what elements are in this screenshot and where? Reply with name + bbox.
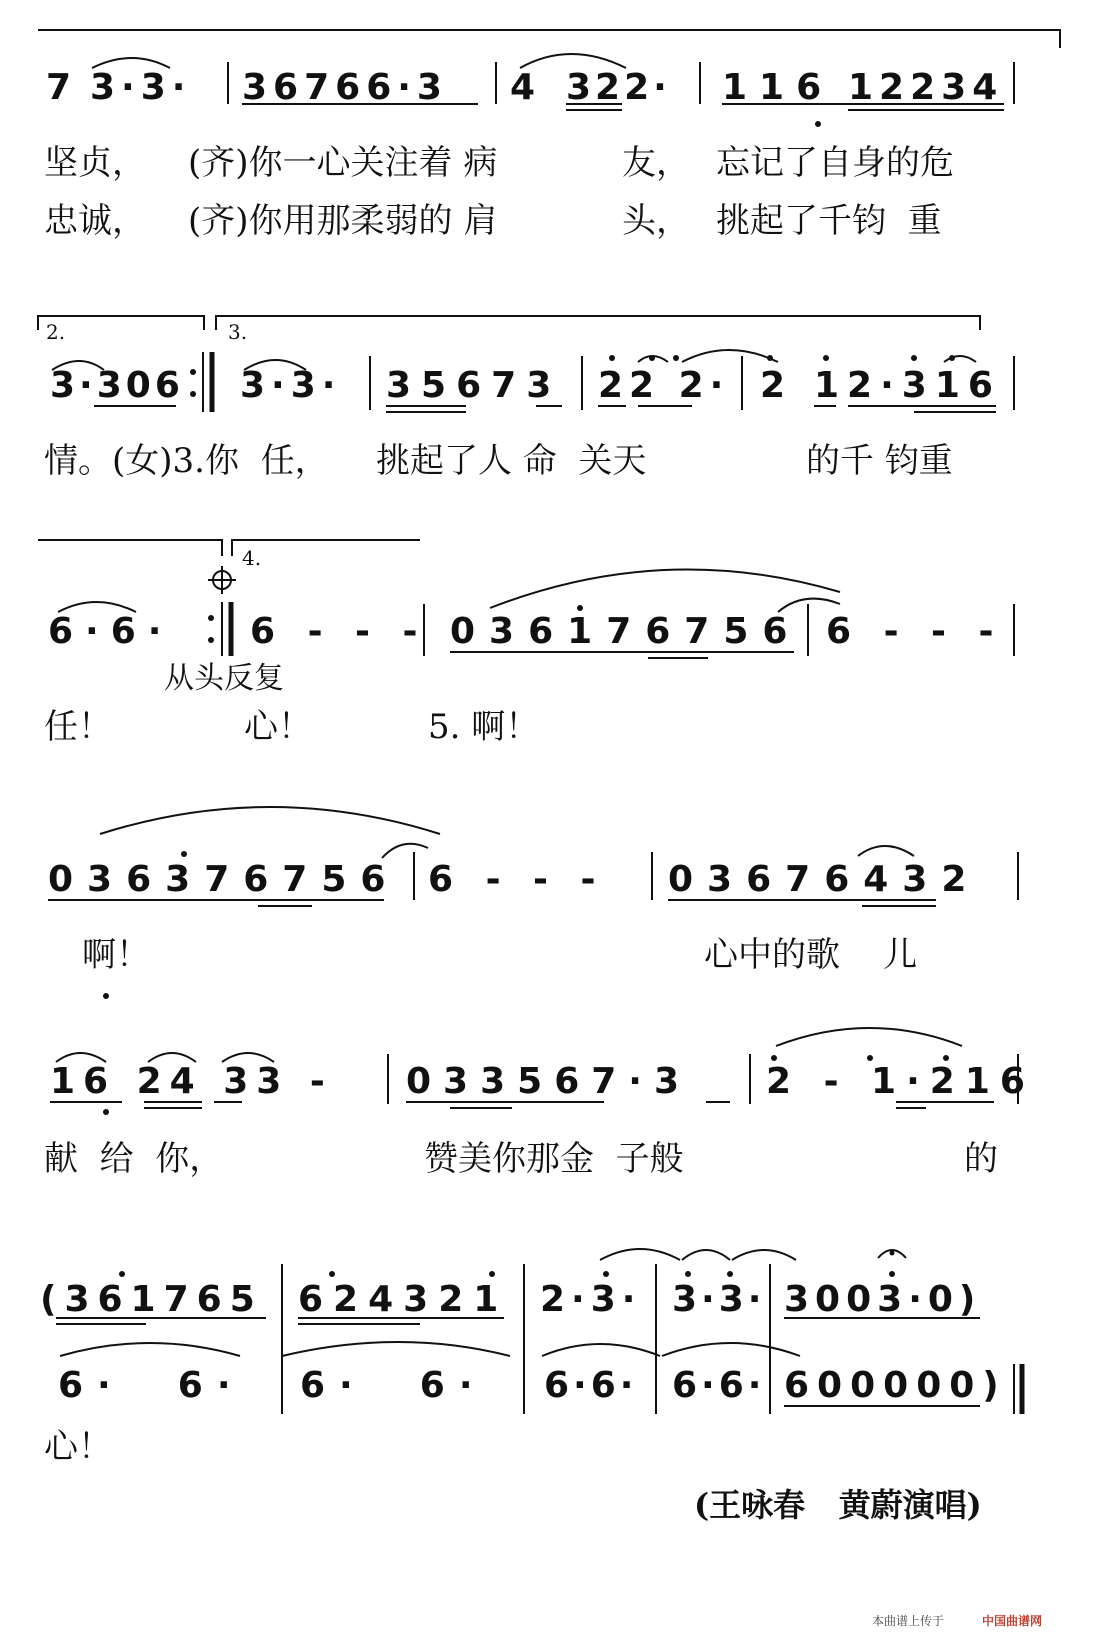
row6-bottom-note-group: 600000): [784, 1365, 1007, 1406]
row3-lyric: 5. 啊！: [428, 707, 540, 747]
row1-note-group: 12234: [848, 67, 1004, 108]
row1-lyric-verse2: 头，: [622, 201, 690, 241]
performer-credit: (王咏春 黄蔚演唱): [694, 1486, 982, 1524]
row5-note-group: 033567·3: [406, 1061, 692, 1102]
row6-top-note-group: 3003·0): [784, 1279, 982, 1320]
row1-note-group: 116: [722, 67, 834, 108]
row1-lyric-verse2: 挑起了千钧 重: [716, 201, 942, 241]
volta-4-label: 4.: [242, 546, 262, 570]
row1-note-group: 36766·3: [242, 67, 448, 108]
row1-lyric-verse2: (齐)你用那柔弱的 肩: [188, 201, 498, 241]
row6-bottom-note-group: 6· 6·: [58, 1365, 245, 1406]
row6-bottom-note-group: 6· 6·: [300, 1365, 487, 1406]
row6-top-note-group: 3·3·: [672, 1279, 766, 1320]
upload-note: 本曲谱上传于: [872, 1614, 945, 1628]
row4-lyric: 心中的歌 儿: [704, 935, 918, 975]
row5-lyric: 献 给 你，: [44, 1139, 224, 1179]
row3-note-group: 6 - - -: [250, 611, 428, 652]
volta-2-label: 2.: [46, 320, 66, 344]
row3-note-group: 6 - - -: [826, 611, 1004, 652]
row5-lyric: 赞美你那金 子般: [424, 1139, 684, 1179]
row4-note-group: 6 - - -: [428, 859, 606, 900]
row5-note-group: 2 - 1·216: [766, 1061, 1035, 1102]
row1-lyric-verse2: 忠诚，: [44, 201, 146, 241]
row2-lyric: 的千 钧重: [806, 441, 953, 481]
row4-lyric: 啊！: [82, 935, 150, 975]
row6-top-note-group: (361765: [40, 1279, 263, 1320]
volta-3-label: 3.: [228, 320, 248, 344]
row6-bottom-note-group: 6·6·: [544, 1365, 638, 1406]
coda-instruction: 从头反复: [164, 661, 284, 696]
row2-lyric: 挑起了人 命 关天: [376, 441, 647, 481]
row2-note-group: 3·3·: [240, 365, 342, 406]
row2-note-group: 2: [760, 365, 786, 406]
row1-note-group: 322·: [566, 67, 671, 108]
row2-note-group: 22 2·: [598, 365, 730, 406]
row1-note-7: 7: [46, 67, 72, 108]
row6-bottom-note-group: 6·6·: [672, 1365, 766, 1406]
row2-note-group: 35673: [386, 365, 562, 406]
row6-top-note-group: 2·3·: [540, 1279, 642, 1320]
row4-note-group: 03676432: [668, 859, 981, 900]
row2-lyric: 情。(女)3.你 任，: [44, 441, 329, 481]
row1-note-group: 4: [510, 67, 536, 108]
row4-note-group: 036376756: [48, 859, 400, 900]
row5-note-group: 16 24 33 -: [50, 1061, 333, 1102]
site-logo: 中国曲谱网: [982, 1614, 1043, 1628]
row1-lyric-verse1: 忘记了自身的危: [716, 143, 954, 183]
row2-note-group: 12·316: [814, 365, 1001, 406]
row1-lyric-verse1: 友，: [622, 143, 690, 183]
row1-note-group: 3·3·: [90, 67, 192, 108]
row1-lyric-verse1: 坚贞，: [44, 143, 146, 183]
row3-note-group: 036176756: [450, 611, 802, 652]
row2-note-group: 3·306: [50, 365, 184, 406]
row3-lyric: 任！: [44, 707, 112, 747]
row5-lyric: 的: [964, 1139, 998, 1179]
row6-lyric: 心！: [44, 1427, 112, 1467]
row6-top-note-group: 624321: [298, 1279, 509, 1320]
row3-note-group: 6·6·: [48, 611, 174, 652]
row3-lyric: 心！: [244, 707, 312, 747]
row1-lyric-verse1: (齐)你一心关注着 病: [188, 143, 498, 183]
